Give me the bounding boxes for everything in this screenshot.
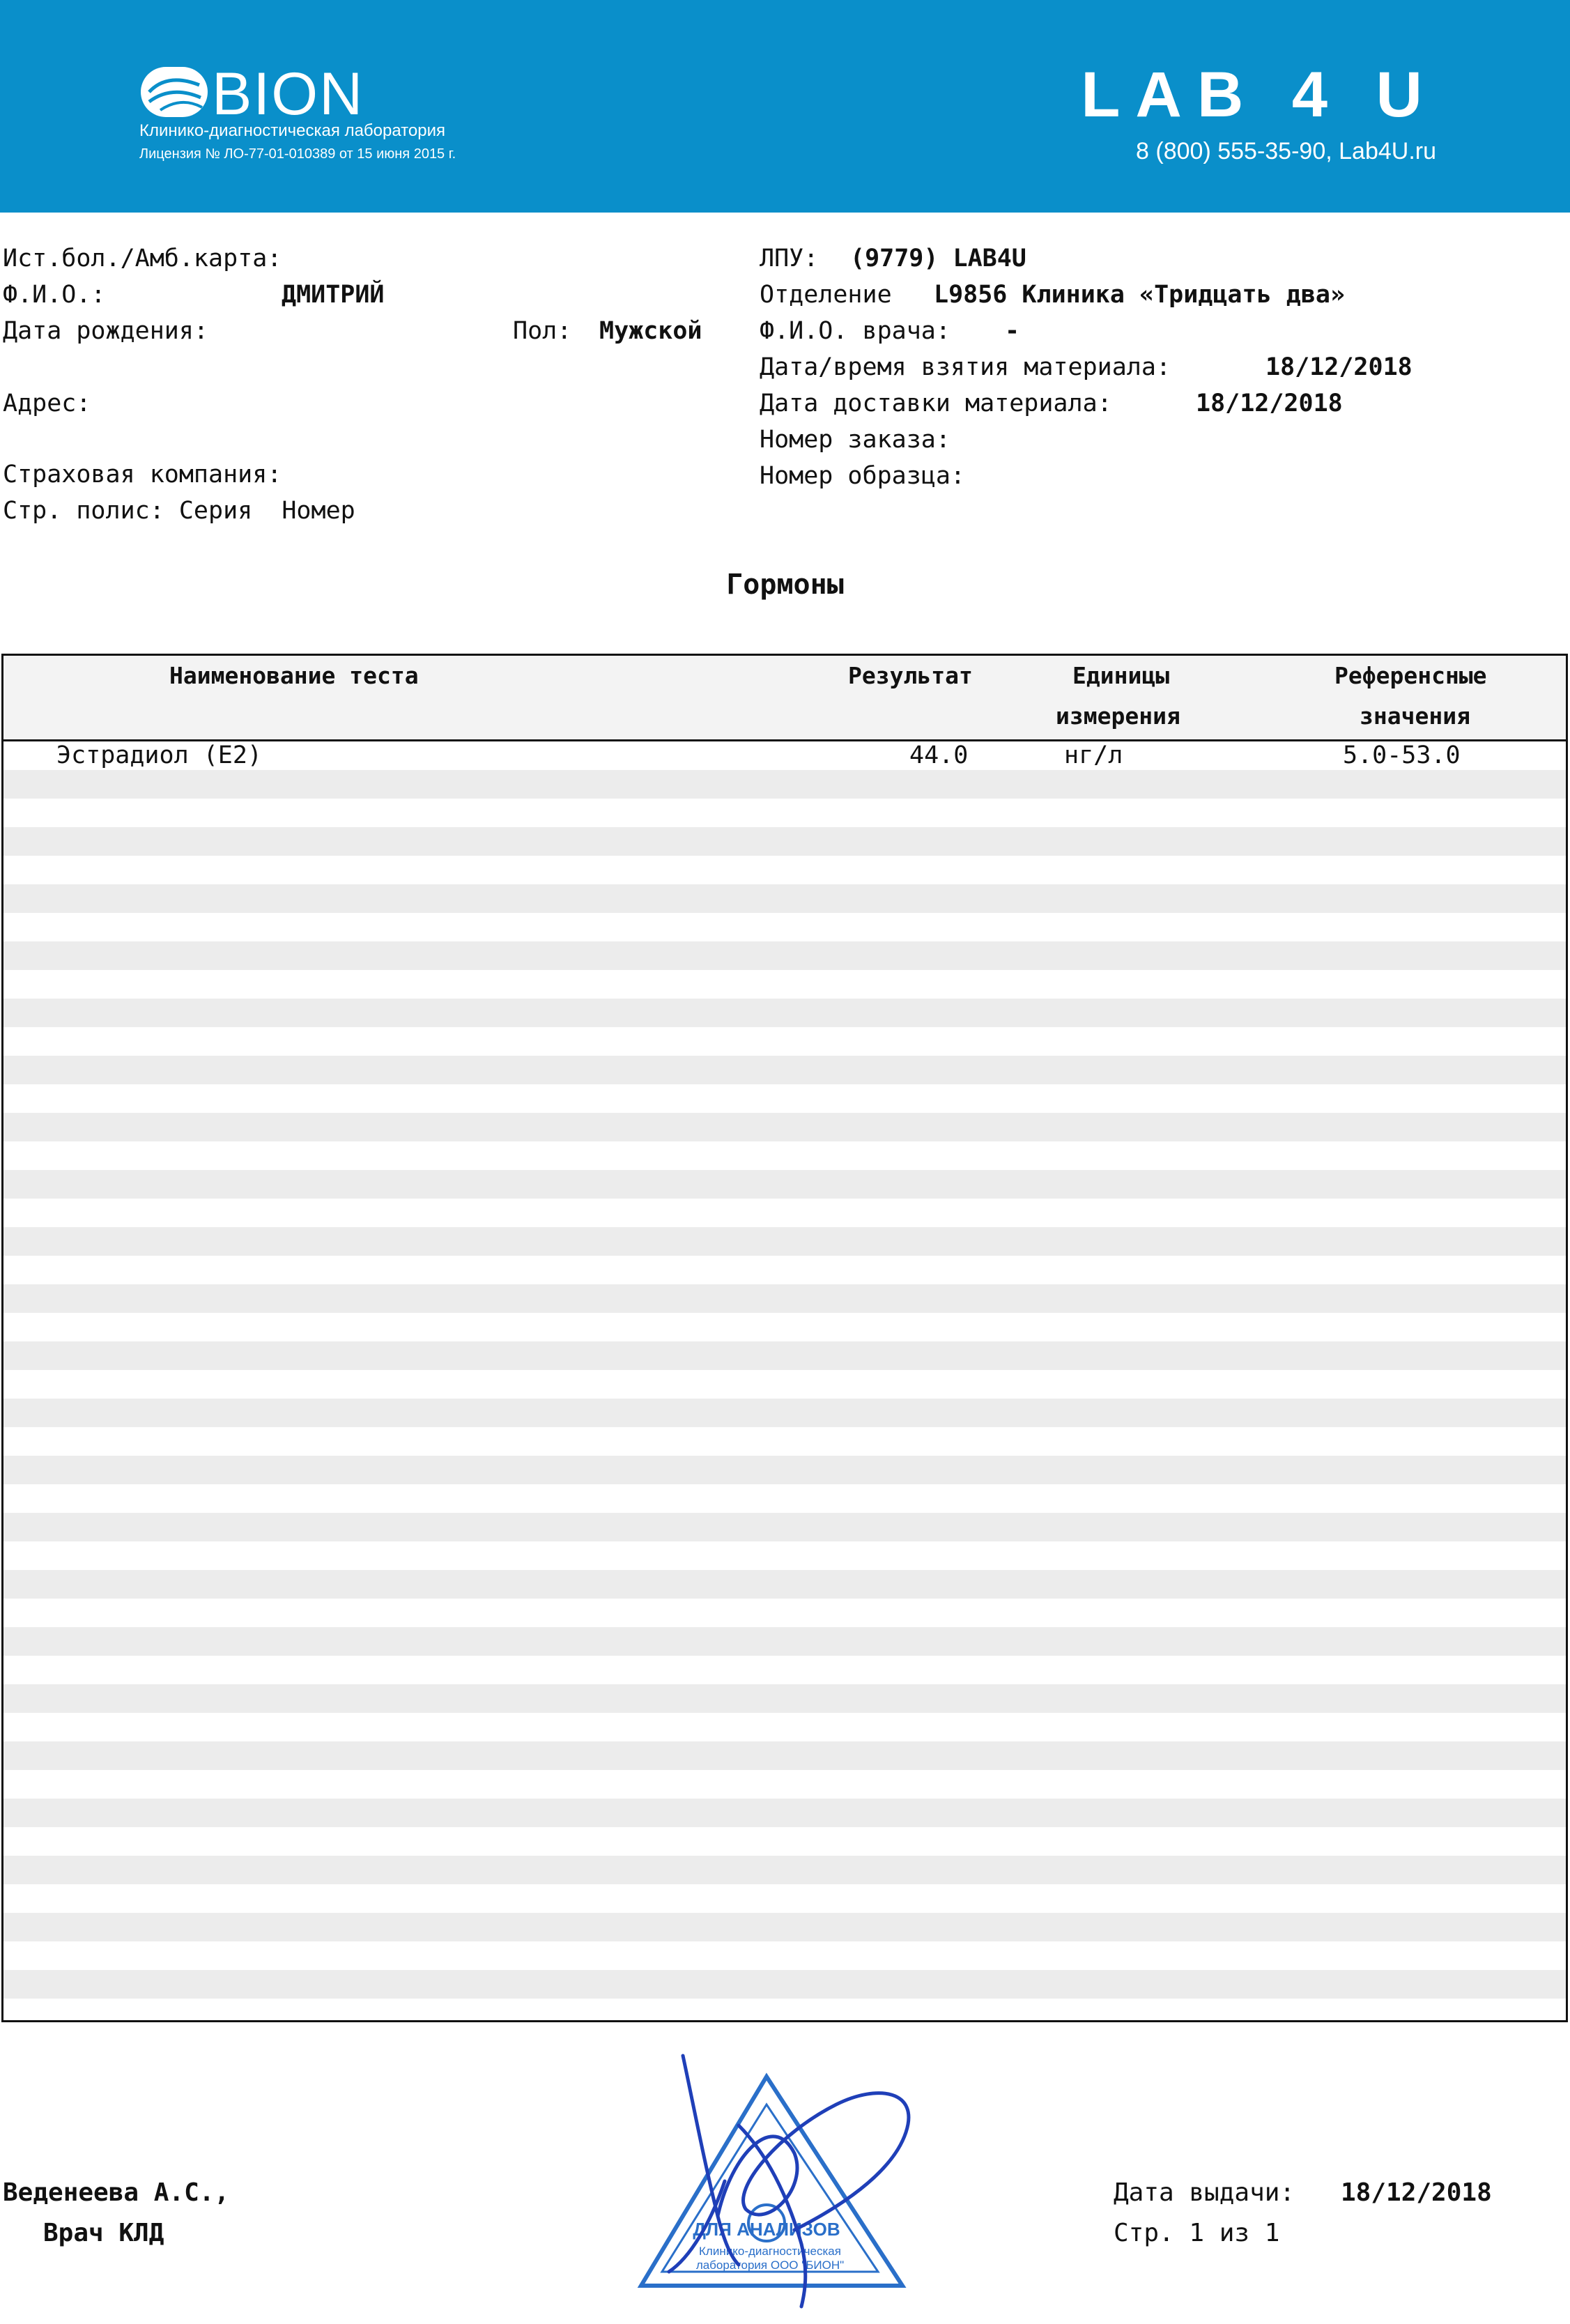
order-number-label: Номер заказа: [760,426,951,454]
signer-name: Веденеева А.С., [3,2178,230,2207]
bion-subtitle: Клинико-диагностическая лаборатория [139,121,445,140]
insurance-label: Страховая компания: [3,461,282,488]
doctor-label: Ф.И.О. врача: [760,317,951,345]
cell-result: 44.0 [909,741,969,769]
header-reference-line2: значения [1360,702,1470,730]
lab4u-contact: 8 (800) 555-35-90, Lab4U.ru [1136,138,1436,164]
delivered-value: 18/12/2018 [1196,390,1343,417]
taken-value: 18/12/2018 [1265,353,1413,381]
page-number: Стр. 1 из 1 [1114,2219,1280,2247]
table-row [3,741,1566,770]
results-table [1,654,1568,2022]
header-units-line1: Единицы [1072,662,1170,689]
department-value: L9856 Клиника «Тридцать два» [934,281,1346,309]
fio-label: Ф.И.О.: [3,281,106,309]
table-header [3,656,1566,741]
header-result: Результат [848,662,973,689]
stamp-line1: Клинико-диагностическая [699,2245,841,2258]
section-title: Гормоны [726,569,844,601]
header-test-name: Наименование теста [169,662,419,689]
stamp-line2: лаборатория ООО "БИОН" [695,2258,845,2272]
issue-date-value: 18/12/2018 [1341,2178,1492,2207]
bion-wordmark: BION [212,64,364,120]
cell-units: нг/л [1064,741,1123,769]
cell-reference: 5.0-53.0 [1343,741,1461,769]
sample-number-label: Номер образца: [760,462,966,490]
policy-label: Стр. полис: Серия Номер [3,497,355,525]
department-label: Отделение [760,281,892,309]
address-label: Адрес: [3,390,91,417]
bion-logo [139,64,474,169]
header-reference-line1: Референсные [1334,662,1487,689]
bion-license: Лицензия № ЛО-77-01-010389 от 15 июня 2015 г. [139,146,456,162]
stamp-and-signature [627,2049,934,2314]
doctor-value: - [1005,317,1020,345]
bion-mark-icon [139,64,467,120]
header-units-line2: измерения [1056,702,1180,730]
header-banner [0,0,1570,213]
taken-label: Дата/время взятия материала: [760,353,1171,381]
table-body [3,741,1566,2020]
sex-label: Пол: [513,317,572,345]
lpu-value: (9779) LAB4U [850,245,1026,272]
issue-date-label: Дата выдачи: [1114,2178,1295,2207]
lpu-label: ЛПУ: [760,245,819,272]
card-label: Ист.бол./Амб.карта: [3,245,282,272]
dob-label: Дата рождения: [3,317,209,345]
sex-value: Мужской [599,317,702,345]
triangle-stamp-icon [641,2077,902,2286]
cell-test-name: Эстрадиол (E2) [56,741,263,769]
stamp-title: ДЛЯ АНАЛИЗОВ [693,2219,840,2240]
delivered-label: Дата доставки материала: [760,390,1112,417]
fio-value: ДМИТРИЙ [282,281,385,309]
lab4u-title: LAB 4 U [1081,59,1438,130]
signer-role: Врач КЛД [43,2219,164,2247]
